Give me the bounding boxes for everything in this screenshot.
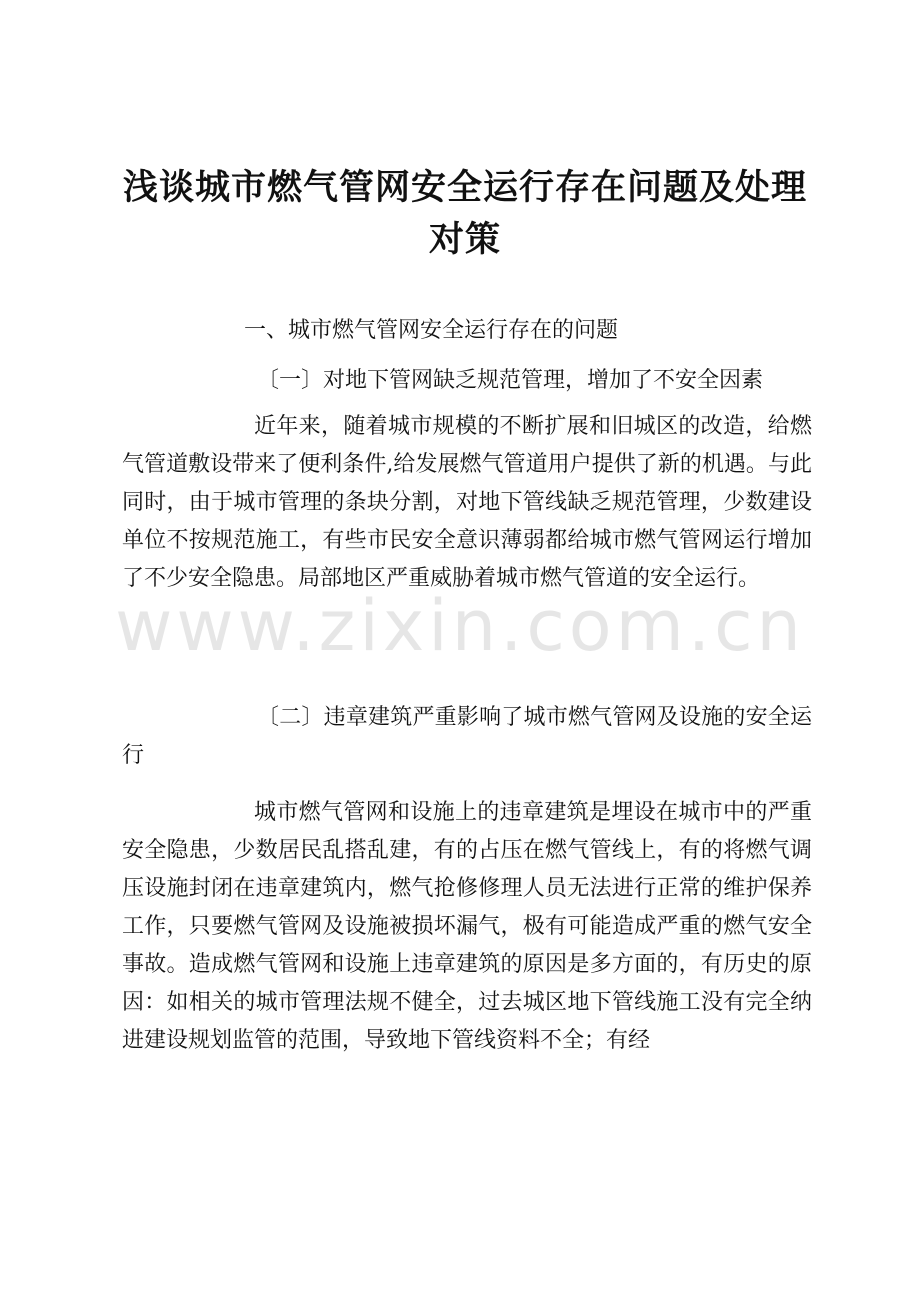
subsection-heading-2: 〔二〕违章建筑严重影响了城市燃气管网及设施的安全运行 <box>122 705 812 768</box>
section-heading: 一、城市燃气管网安全运行存在的问题 <box>244 318 619 343</box>
watermark: www.zixin.com.cn <box>115 585 805 667</box>
paragraph-1: 近年来，随着城市规模的不断扩展和旧城区的改造，给燃气管道敷设带来了便利条件,给发展燃气管道用户提供了新的机遇。与此同时，由于城市管理的条块分割，对地下管线缺乏规范管理，少数建设单位不按规范施工，有些市民安全意识薄弱都给城市燃气管网运行增加了不少安全隐患。局部地区严重威胁着城市燃气管道的安全运行。 <box>122 414 812 591</box>
page-title: 浅谈城市燃气管网安全运行存在问题及处理对策 <box>122 167 807 260</box>
paragraph-2: 城市燃气管网和设施上的违章建筑是埋设在城市中的严重安全隐患，少数居民乱搭乱建，有的占压在燃气管线上，有的将燃气调压设施封闭在违章建筑内，燃气抢修修理人员无法进行正常的维护保养工作，只要燃气管网及设施被损坏漏气，极有可能造成严重的燃气安全事故。造成燃气管网和设施上违章建筑的原因是多方面的，有历史的原因：如相关的城市管理法规不健全，过去城区地下管线施工没有完全纳进建设规划监管的范围，导致地下管线资料不全；有经 <box>122 800 812 1053</box>
subsection-heading-1: 〔一〕对地下管网缺乏规范管理，增加了不安全因素 <box>257 368 764 393</box>
